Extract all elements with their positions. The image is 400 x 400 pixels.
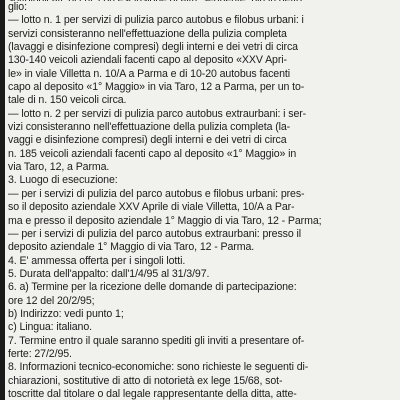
text-line: (lavaggi e disinfezione compresi) degli interni e dei vetri di circa: [8, 41, 298, 54]
text-line: tale di n. 150 veicoli circa.: [8, 94, 127, 107]
text-line: glio:: [8, 1, 27, 13]
text-line: so il deposito aziendale XXV Aprile di viale Villetta, 10/A a Par-: [8, 201, 295, 214]
document-body: [8, 0, 388, 400]
section-heading: 4. E' ammessa offerta per i singoli lotti.: [8, 254, 186, 267]
section-heading: 7. Termine entro il quale saranno spediti gli inviti a presentare of-: [8, 334, 305, 347]
text-line: capo al deposito «1° Maggio» in via Taro, 12 a Parma, per un to-: [8, 81, 305, 94]
text-line: n. 185 veicoli aziendali facenti capo al deposito «1° Maggio» in: [8, 147, 297, 160]
text-line: ferte: 27/2/95.: [8, 347, 72, 360]
text-line: — lotto n. 1 per servizi di pulizia parco autobus e filobus urbani: i: [8, 14, 304, 27]
section-heading: 8. Informazioni tecnico-economiche: sono richieste le seguenti di-: [8, 361, 309, 374]
section-heading: 3. Luogo di esecuzione:: [8, 174, 118, 187]
text-line: — per i servizi di pulizia del parco autobus extraurbani: presso il: [8, 227, 302, 240]
text-line: b) Indirizzo: vedi punto 1;: [8, 307, 124, 320]
text-line: chiarazioni, sostitutive di atto di notorietà ex lege 15/68, sot-: [8, 374, 283, 387]
text-line: ma e presso il deposito aziendale 1° Maggio di via Taro, 12 - Parma;: [8, 214, 322, 227]
text-line: deposito aziendale 1° Maggio di via Taro, 12 - Parma.: [8, 241, 255, 254]
section-heading: 6. a) Termine per la ricezione delle domande di partecipazione:: [8, 281, 297, 294]
text-line: vizi consisteranno nell'effettuazione della pulizia completa (la-: [8, 121, 291, 134]
text-line: servizi consisteranno nell'effettuazione della pulizia completa: [8, 27, 287, 40]
text-line: — lotto n. 2 per servizi di pulizia parco autobus extraurbani: i ser-: [8, 107, 307, 120]
text-line: le» in viale Villetta n. 10/A a Parma e di 10-20 autobus facenti: [8, 67, 290, 80]
left-margin-rule: [0, 0, 5, 400]
text-line: — per i servizi di pulizia del parco autobus e filobus urbani: pres-: [8, 187, 305, 200]
text-line: c) Lingua: italiano.: [8, 321, 92, 334]
text-line: toscritte dal titolare o dal legale rappresentante della ditta, atte-: [8, 387, 297, 400]
text-line: 130-140 veicoli aziendali facenti capo al deposito «XXV Apri-: [8, 54, 287, 67]
text-line: ore 12 del 20/2/95;: [8, 294, 95, 307]
text-line: via Taro, 12, a Parma.: [8, 161, 110, 174]
section-heading: 5. Durata dell'appalto: dall'1/4/95 al 31/3/97.: [8, 267, 210, 280]
text-line: vaggi e disinfezione compresi) degli interni e dei vetri di circa: [8, 134, 287, 147]
